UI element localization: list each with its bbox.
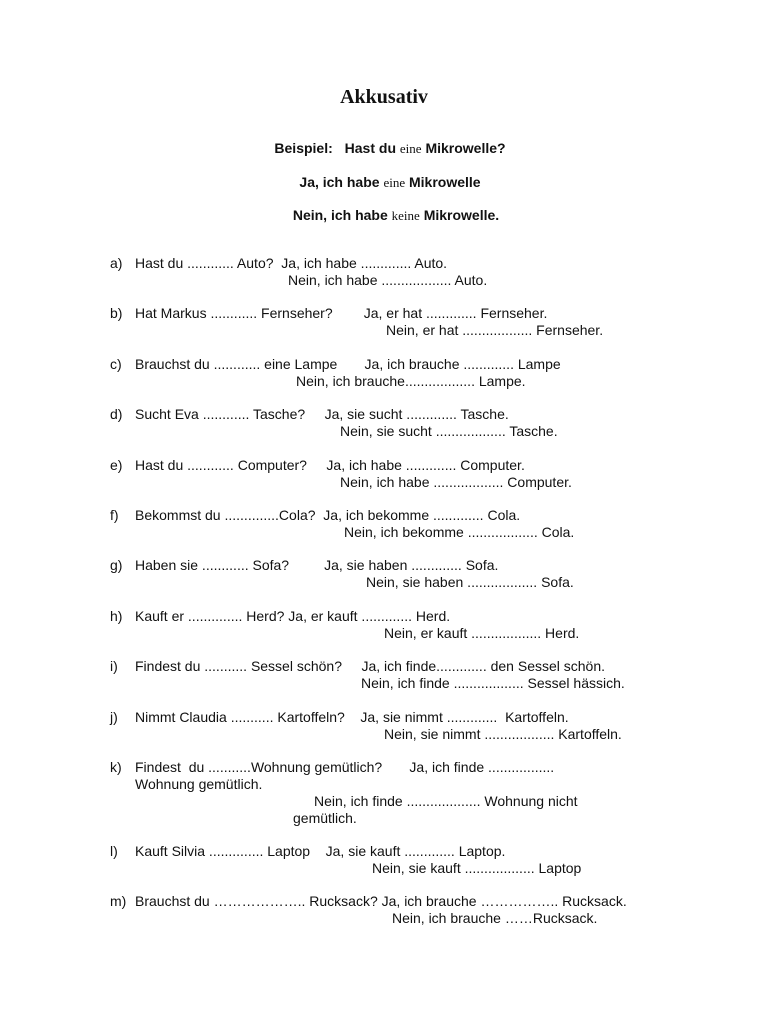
example-answer-no-start: Nein, ich habe (292, 207, 388, 223)
exercise-negative: Nein, er hat .................. Fernseher. (386, 322, 604, 338)
example-article: eine (383, 175, 406, 190)
exercise-question-continued: Wohnung gemütlich. (135, 776, 263, 792)
exercise-question: Findest du ...........Wohnung gemütlich? Ja, ich finde ................. (135, 759, 555, 775)
exercise-negative: Nein, ich habe .................. Auto. (288, 272, 488, 288)
exercise-question: Hast du ............ Computer? Ja, ich habe ............. Computer. (135, 457, 525, 473)
exercise-letter: c) (110, 356, 122, 372)
exercise-question: Findest du ........... Sessel schön? Ja, ich finde............. den Sessel schön. (135, 658, 606, 674)
exercise-question: Brauchst du ……………….. Rucksack? Ja, ich brauche …………….. Rucksack. (135, 893, 627, 909)
example-article: eine (399, 141, 422, 156)
exercise-letter: m) (110, 893, 127, 909)
exercise-question: Bekommst du ..............Cola? Ja, ich bekomme ............. Cola. (135, 507, 521, 523)
exercise-letter: e) (110, 457, 123, 473)
exercise-question: Kauft er .............. Herd? Ja, er kauft ............. Herd. (135, 608, 451, 624)
exercise-negative: Nein, ich finde .................. Sessel hässich. (361, 675, 625, 691)
exercise-negative: Nein, sie sucht .................. Tasche. (340, 423, 558, 439)
exercise-question: Brauchst du ............ eine Lampe Ja, ich brauche ............. Lampe (135, 356, 561, 372)
example-question-start: Hast du (344, 140, 396, 156)
exercise-negative: Nein, ich habe .................. Computer. (340, 474, 572, 490)
example-label: Beispiel: (274, 140, 333, 156)
exercise-negative: Nein, ich brauche.................. Lampe. (296, 373, 526, 389)
exercise-negative: Nein, ich brauche ……Rucksack. (392, 910, 598, 926)
exercise-letter: d) (110, 406, 123, 422)
exercise-negative: Nein, er kauft .................. Herd. (384, 625, 580, 641)
exercise-negative: Nein, ich finde ................... Wohnung nicht (314, 793, 578, 809)
example-answer-no-end: Mikrowelle. (423, 207, 500, 223)
exercise-letter: k) (110, 759, 122, 775)
exercise-question: Nimmt Claudia ........... Kartoffeln? Ja, sie nimmt ............. Kartoffeln. (135, 709, 569, 725)
example-answer-yes-start: Ja, ich habe (299, 174, 380, 190)
example-line-1 (0, 140, 768, 157)
exercise-question: Hast du ............ Auto? Ja, ich habe ............. Auto. (135, 255, 448, 271)
exercise-letter: i) (110, 658, 118, 674)
example-line-3 (0, 207, 768, 224)
exercise-negative: Nein, sie haben .................. Sofa. (366, 574, 574, 590)
exercise-letter: l) (110, 843, 118, 859)
exercise-question: Haben sie ............ Sofa? Ja, sie haben ............. Sofa. (135, 557, 499, 573)
exercise-letter: b) (110, 305, 123, 321)
exercise-negative: Nein, sie nimmt .................. Kartoffeln. (384, 726, 622, 742)
example-question-end: Mikrowelle? (425, 140, 506, 156)
exercise-negative: Nein, ich bekomme .................. Cola. (344, 524, 575, 540)
example-answer-yes-end: Mikrowelle (409, 174, 481, 190)
exercise-letter: a) (110, 255, 123, 271)
exercise-question: Hat Markus ............ Fernseher? Ja, er hat ............. Fernseher. (135, 305, 548, 321)
exercise-letter: f) (110, 507, 119, 523)
page-title: Akkusativ (340, 86, 428, 108)
exercise-negative: Nein, sie kauft .................. Laptop (372, 860, 582, 876)
exercise-letter: g) (110, 557, 123, 573)
exercise-question: Kauft Silvia .............. Laptop Ja, sie kauft ............. Laptop. (135, 843, 506, 859)
exercise-question: Sucht Eva ............ Tasche? Ja, sie sucht ............. Tasche. (135, 406, 509, 422)
exercise-negative-continued: gemütlich. (293, 810, 357, 826)
exercise-letter: j) (110, 709, 118, 725)
example-article: keine (391, 208, 420, 223)
exercise-letter: h) (110, 608, 123, 624)
example-line-2 (0, 174, 768, 191)
